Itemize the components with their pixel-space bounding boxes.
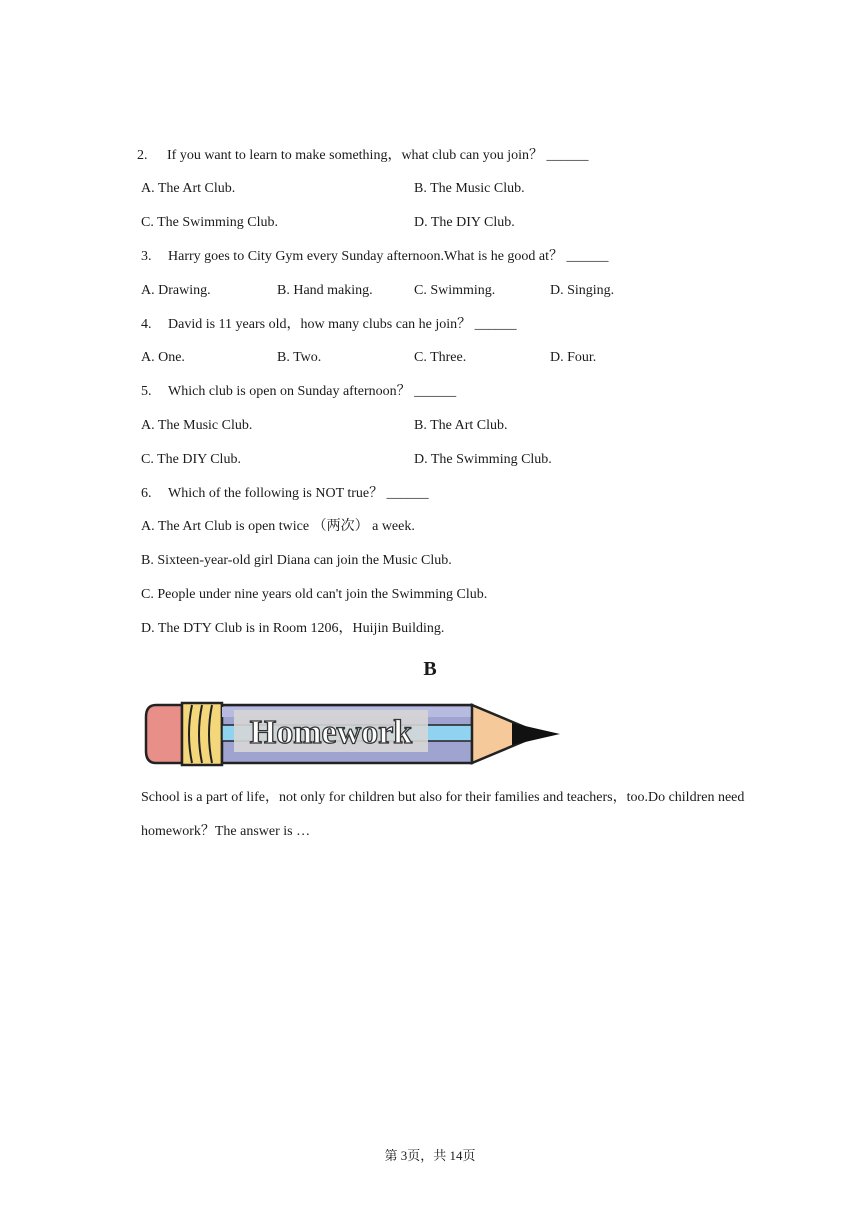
option-c: C. Three. xyxy=(414,350,467,365)
page-footer: 第 3页，共 14页 xyxy=(384,1148,476,1163)
question-number: 5. xyxy=(141,384,152,399)
option-d: D. The DIY Club. xyxy=(414,215,515,230)
option-d: D. The DTY Club is in Room 1206，Huijin Building. xyxy=(141,621,445,636)
question-4 xyxy=(141,316,517,334)
question-number: 3. xyxy=(141,249,152,264)
option-d: D. Singing. xyxy=(550,283,615,298)
option-a: A. The Art Club is open twice （两次） a week. xyxy=(141,519,415,534)
option-a: A. Drawing. xyxy=(141,283,211,298)
question-text: David is 11 years old，how many clubs can he join？ ______ xyxy=(168,317,517,332)
option-b: B. Two. xyxy=(277,350,322,365)
homework-pencil-image xyxy=(142,697,562,771)
question-number: 4. xyxy=(141,317,152,332)
option-d: D. The Swimming Club. xyxy=(414,452,552,467)
option-a: A. One. xyxy=(141,350,185,365)
option-c: C. Swimming. xyxy=(414,283,496,298)
option-b: B. Sixteen-year-old girl Diana can join the Music Club. xyxy=(141,553,452,568)
option-a: A. The Music Club. xyxy=(141,418,253,433)
section-heading: B xyxy=(423,658,437,680)
pencil-label: Homework xyxy=(249,714,413,751)
passage-intro: School is a part of life，not only for children but also for their families and teachers，too.Do children need homework？The answer is … xyxy=(141,790,745,839)
option-a: A. The Art Club. xyxy=(141,181,236,196)
question-number: 6. xyxy=(141,486,152,501)
question-text: Harry goes to City Gym every Sunday afternoon.What is he good at？ ______ xyxy=(168,249,609,264)
question-3 xyxy=(141,248,609,266)
question-2 xyxy=(137,147,588,165)
option-d: D. Four. xyxy=(550,350,597,365)
option-b: B. The Music Club. xyxy=(414,181,525,196)
option-c: C. People under nine years old can't join the Swimming Club. xyxy=(141,587,488,602)
question-5 xyxy=(141,383,456,401)
option-c: C. The Swimming Club. xyxy=(141,215,279,230)
option-c: C. The DIY Club. xyxy=(141,452,241,467)
question-number: 2. xyxy=(137,148,148,163)
question-text: If you want to learn to make something，what club can you join？ ______ xyxy=(167,148,589,163)
question-text: Which club is open on Sunday afternoon？ ______ xyxy=(168,384,457,399)
question-text: Which of the following is NOT true？ ______ xyxy=(168,486,429,501)
option-b: B. Hand making. xyxy=(277,283,373,298)
option-b: B. The Art Club. xyxy=(414,418,508,433)
question-6 xyxy=(141,485,429,503)
